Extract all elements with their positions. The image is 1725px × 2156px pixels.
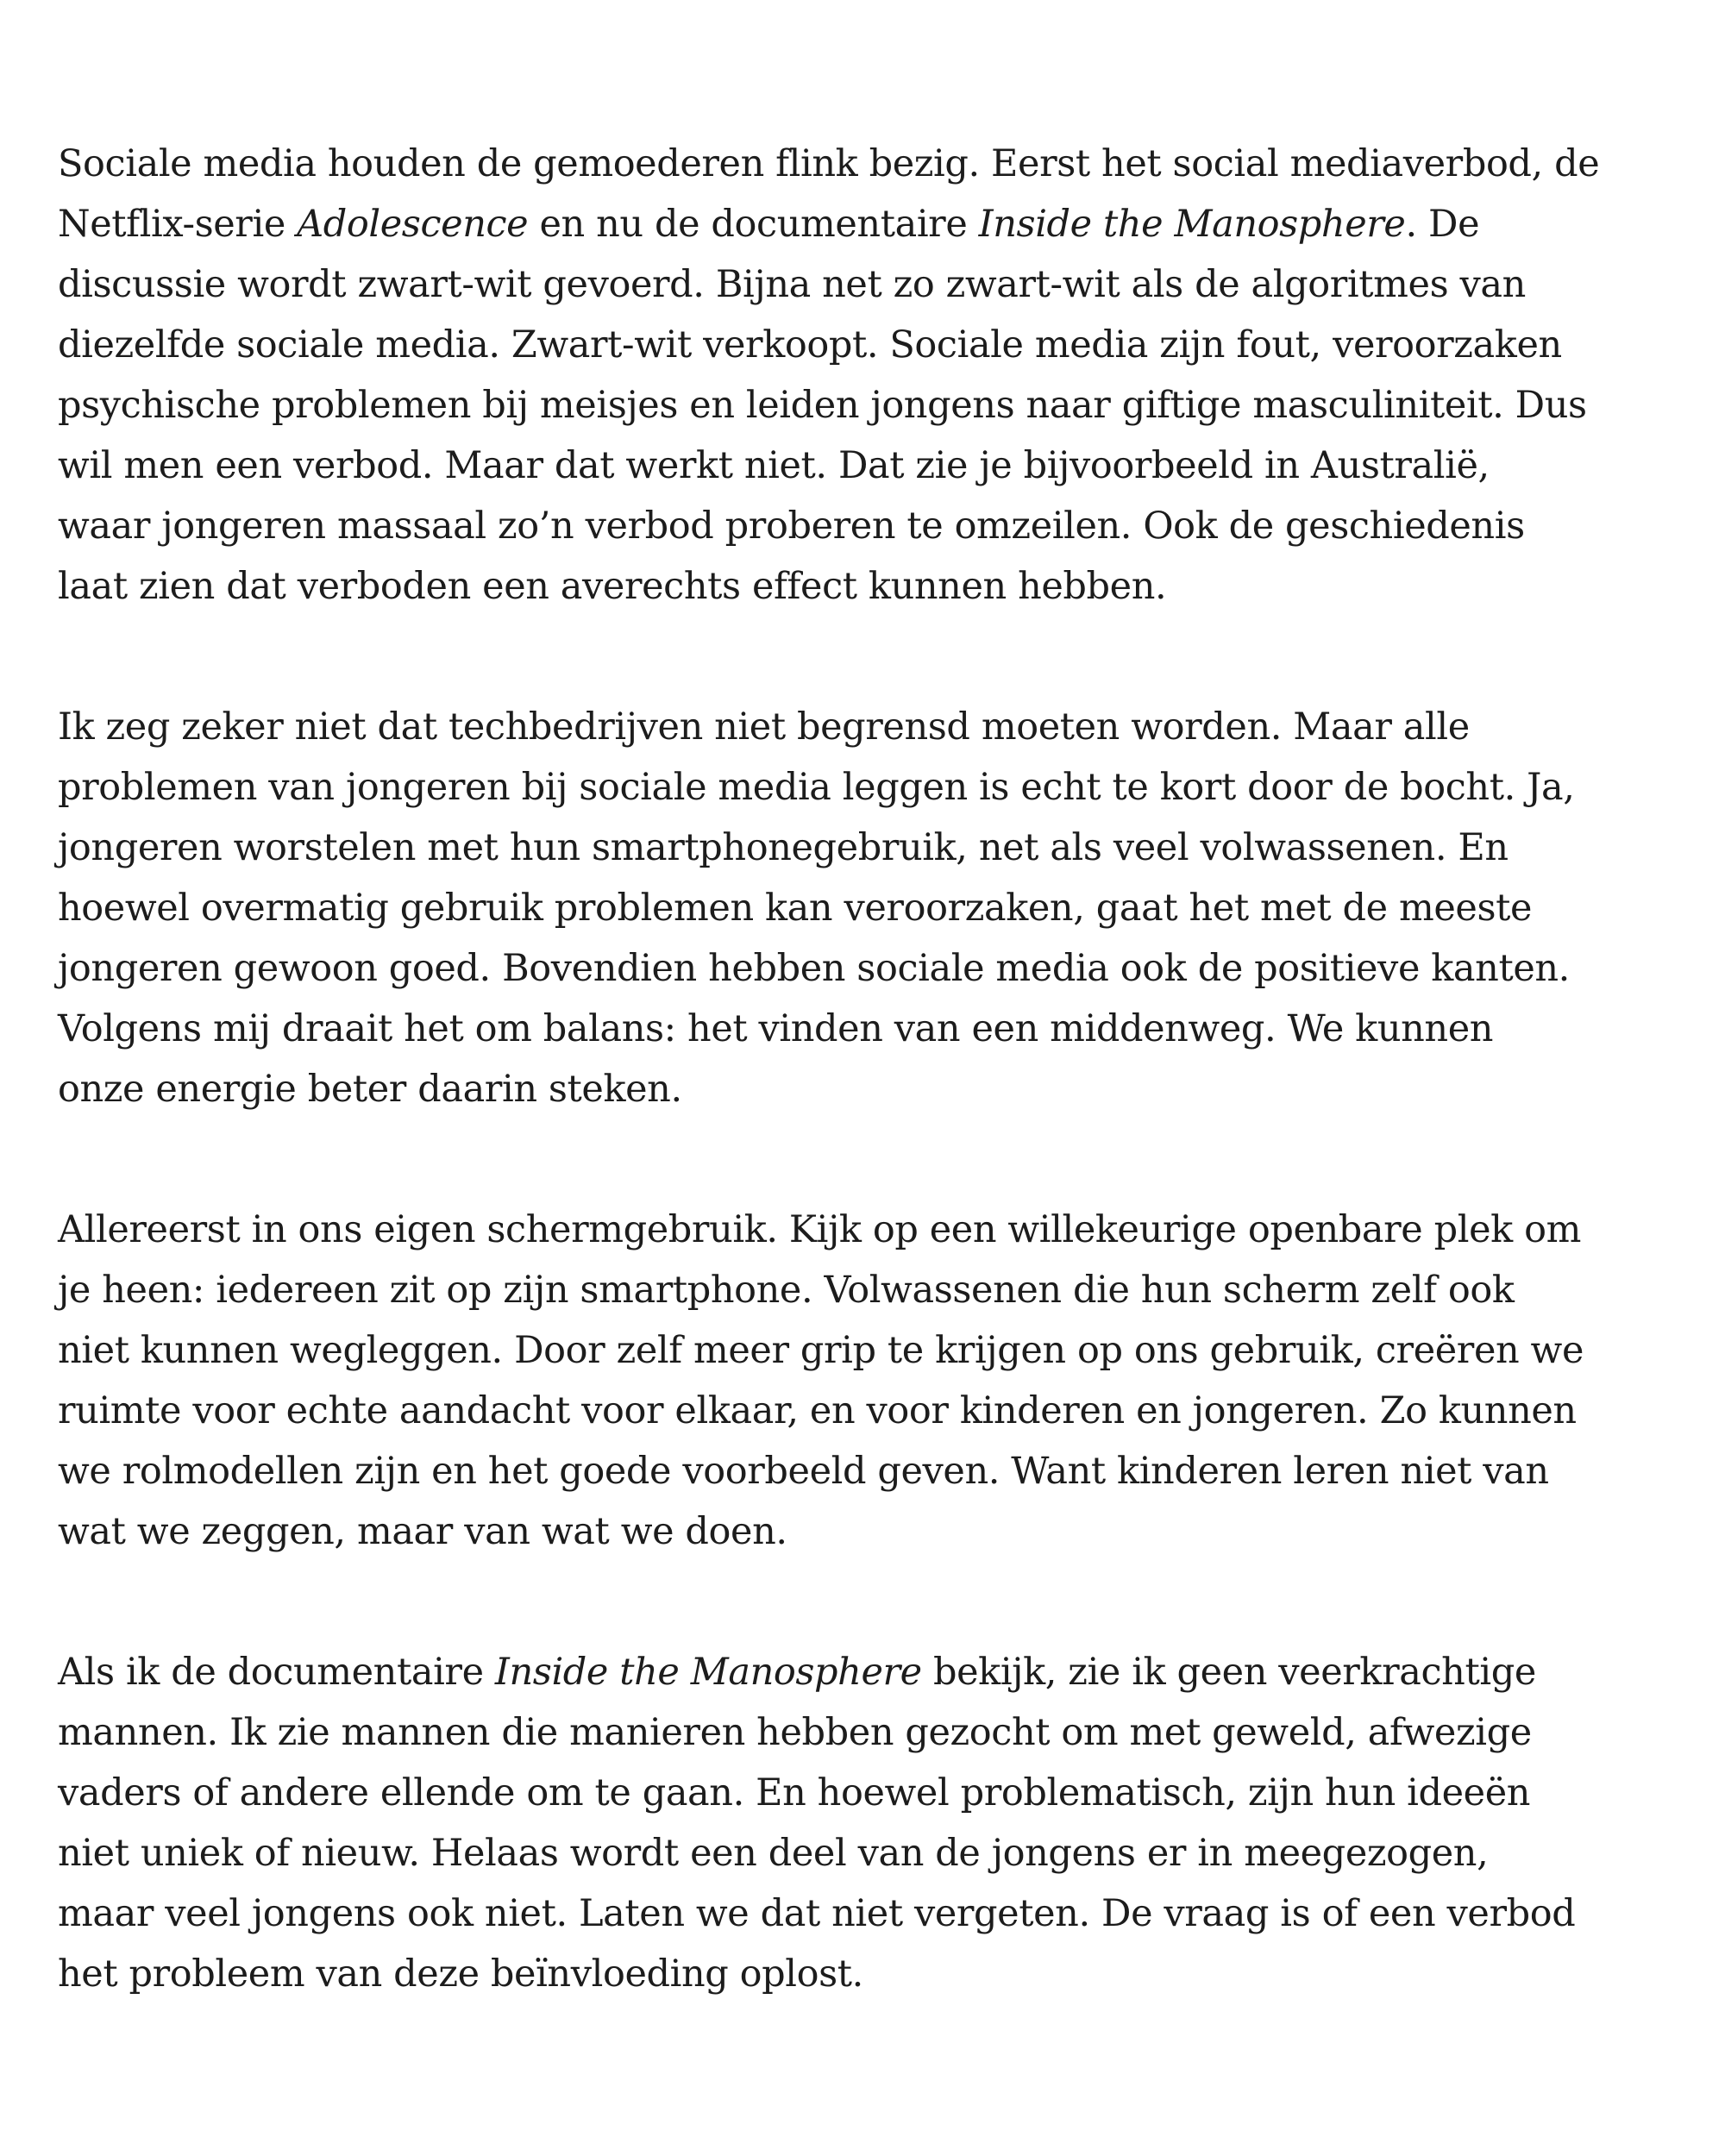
article-paragraph [58,697,1697,1119]
text-segment: diezelfde sociale media. Zwart-wit verkoopt. Sociale media zijn fout, veroorzaken [58,323,1562,367]
text-segment: Sociale media houden de gemoederen flink bezig. Eerst het social mediaverbod, de [58,142,1600,185]
article-paragraph [58,134,1697,617]
text-line [58,1260,1697,1320]
text-segment: niet kunnen wegleggen. Door zelf meer grip te krijgen op ons gebruik, creëren we [58,1329,1584,1372]
text-segment: bekijk, zie ik geen veerkrachtige [921,1651,1536,1694]
text-line [58,1501,1697,1562]
text-segment: onze energie beter daarin steken. [58,1068,682,1111]
text-line [58,436,1697,496]
article-body [58,134,1697,2084]
italic-title: Inside the Manosphere [978,203,1406,246]
text-segment: Netflix-serie [58,203,298,246]
text-line [58,697,1697,757]
text-segment: Ik zeg zeker niet dat techbedrijven niet begrensd moeten worden. Maar alle [58,705,1470,749]
text-line [58,134,1697,194]
text-segment: discussie wordt zwart-wit gevoerd. Bijna net zo zwart-wit als de algoritmes van [58,263,1526,306]
text-line [58,1702,1697,1763]
text-line [58,315,1697,375]
text-segment: niet uniek of nieuw. Helaas wordt een deel van de jongens er in meegezogen, [58,1832,1489,1875]
text-segment: we rolmodellen zijn en het goede voorbeeld geven. Want kinderen leren niet van [58,1450,1549,1493]
italic-title: Adolescence [297,203,529,246]
text-line [58,1059,1697,1119]
italic-title: Inside the Manosphere [494,1651,922,1694]
text-line [58,1320,1697,1381]
text-line [58,194,1697,254]
text-segment: het probleem van deze beïnvloeding oplost. [58,1952,863,1996]
text-segment: je heen: iedereen zit op zijn smartphone. Volwassenen die hun scherm zelf ook [58,1269,1515,1312]
text-line [58,818,1697,878]
article-paragraph [58,1642,1697,2004]
text-line [58,375,1697,436]
text-segment: wat we zeggen, maar van wat we doen. [58,1510,787,1553]
text-line [58,556,1697,617]
text-segment: wil men een verbod. Maar dat werkt niet. Dat zie je bijvoorbeeld in Australië, [58,444,1490,487]
text-segment: jongeren worstelen met hun smartphonegebruik, net als veel volwassenen. En [58,826,1509,869]
text-segment: hoewel overmatig gebruik problemen kan veroorzaken, gaat het met de meeste [58,887,1533,930]
text-segment: problemen van jongeren bij sociale media leggen is echt te kort door de bocht. Ja, [58,766,1575,809]
text-segment: laat zien dat verboden een averechts effect kunnen hebben. [58,565,1167,608]
text-segment: jongeren gewoon goed. Bovendien hebben sociale media ook de positieve kanten. [58,947,1570,990]
text-segment: psychische problemen bij meisjes en leiden jongens naar giftige masculiniteit. Dus [58,384,1587,427]
article-paragraph [58,1200,1697,1562]
text-line [58,1883,1697,1944]
text-segment: ruimte voor echte aandacht voor elkaar, en voor kinderen en jongeren. Zo kunnen [58,1389,1577,1432]
text-segment: en nu de documentaire [528,203,979,246]
text-line [58,1200,1697,1260]
text-segment: mannen. Ik zie mannen die manieren hebben gezocht om met geweld, afwezige [58,1711,1532,1754]
text-line [58,938,1697,999]
text-segment: Volgens mij draait het om balans: het vinden van een middenweg. We kunnen [58,1007,1494,1050]
text-line [58,1642,1697,1702]
text-segment: Als ik de documentaire [58,1651,495,1694]
text-line [58,1441,1697,1501]
text-line [58,1944,1697,2004]
text-segment: vaders of andere ellende om te gaan. En hoewel problematisch, zijn hun ideeën [58,1771,1531,1814]
text-line [58,254,1697,315]
text-line [58,1823,1697,1883]
text-line [58,878,1697,938]
text-line [58,1381,1697,1441]
text-segment: Allereerst in ons eigen schermgebruik. Kijk op een willekeurige openbare plek om [58,1208,1581,1251]
text-line [58,757,1697,818]
text-segment: . De [1405,203,1480,246]
text-segment: waar jongeren massaal zo’n verbod proberen te omzeilen. Ook de geschiedenis [58,505,1525,548]
text-line [58,496,1697,556]
text-line [58,999,1697,1059]
text-segment: maar veel jongens ook niet. Laten we dat niet vergeten. De vraag is of een verbod [58,1892,1576,1935]
text-line [58,1763,1697,1823]
